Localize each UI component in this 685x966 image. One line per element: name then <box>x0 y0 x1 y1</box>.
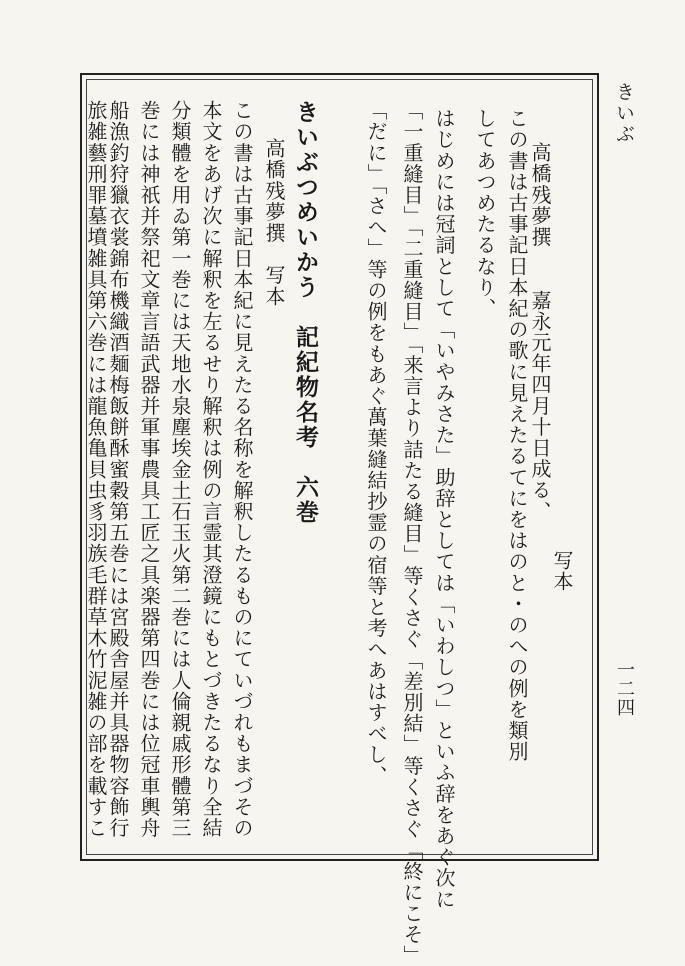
text-column-12: 分類體を用ゐ第一巻には天地水泉塵埃金土石玉火第二巻には人倫親戚形體第三 <box>168 100 192 839</box>
entry-heading: きいぶつめいかう 記紀物名考 六巻 <box>292 100 319 525</box>
text-column-5: はじめには冠詞として「いやみさた」助辞としては「いわしつ」といふ辞をあぐ次に <box>432 108 456 910</box>
text-column-1: 写本 <box>550 550 574 593</box>
text-column-3: この書は古事記日本紀の歌に見えたるてにをはのと・のへの例を類別 <box>505 108 529 763</box>
text-column-7: 「だに」「さへ」等の例をもあぐ萬葉縫結抄霊の宿等と考へあはすべし、 <box>364 100 388 787</box>
page-number: 一二四 <box>614 660 635 717</box>
text-column-14: 船漁釣狩獵衣裳錦布機織酒麺梅飯餅酥蜜穀第五巻には宮殿舎屋并具器物容飾行 <box>106 100 130 839</box>
text-column-2: 高橋残夢撰 嘉永元年四月十日成る、 <box>528 142 552 522</box>
text-column-15: 旅雑藝刑罪墓墳雑具第六巻には龍魚亀貝虫豸羽族毛群草木竹泥雑の部を載すこ <box>84 100 108 839</box>
text-column-10: この書は古事記日本紀に見えたる名称を解釈したるものにていづれもまづその <box>230 100 254 839</box>
text-column-6: 「一重縫目」「二重縫目」「来言より詰たる縫目」等くさぐ「差別結」等くさぐ「終にこそ」 <box>400 100 424 966</box>
text-column-4: してあつめたるなり、 <box>473 108 497 319</box>
text-column-13: 巻には神祇并祭祀文章言語武器并軍事農具工匠之具楽器第四巻には位冠車輿舟 <box>137 100 161 839</box>
running-header: きいぶ <box>613 82 635 145</box>
text-column-9: 高橋残夢撰 写本 <box>262 138 286 307</box>
text-column-11: 本文をあげ次に解釈を左るせり解釈は例の言霊其澄鏡にもとづきたるなり全結 <box>199 100 223 839</box>
